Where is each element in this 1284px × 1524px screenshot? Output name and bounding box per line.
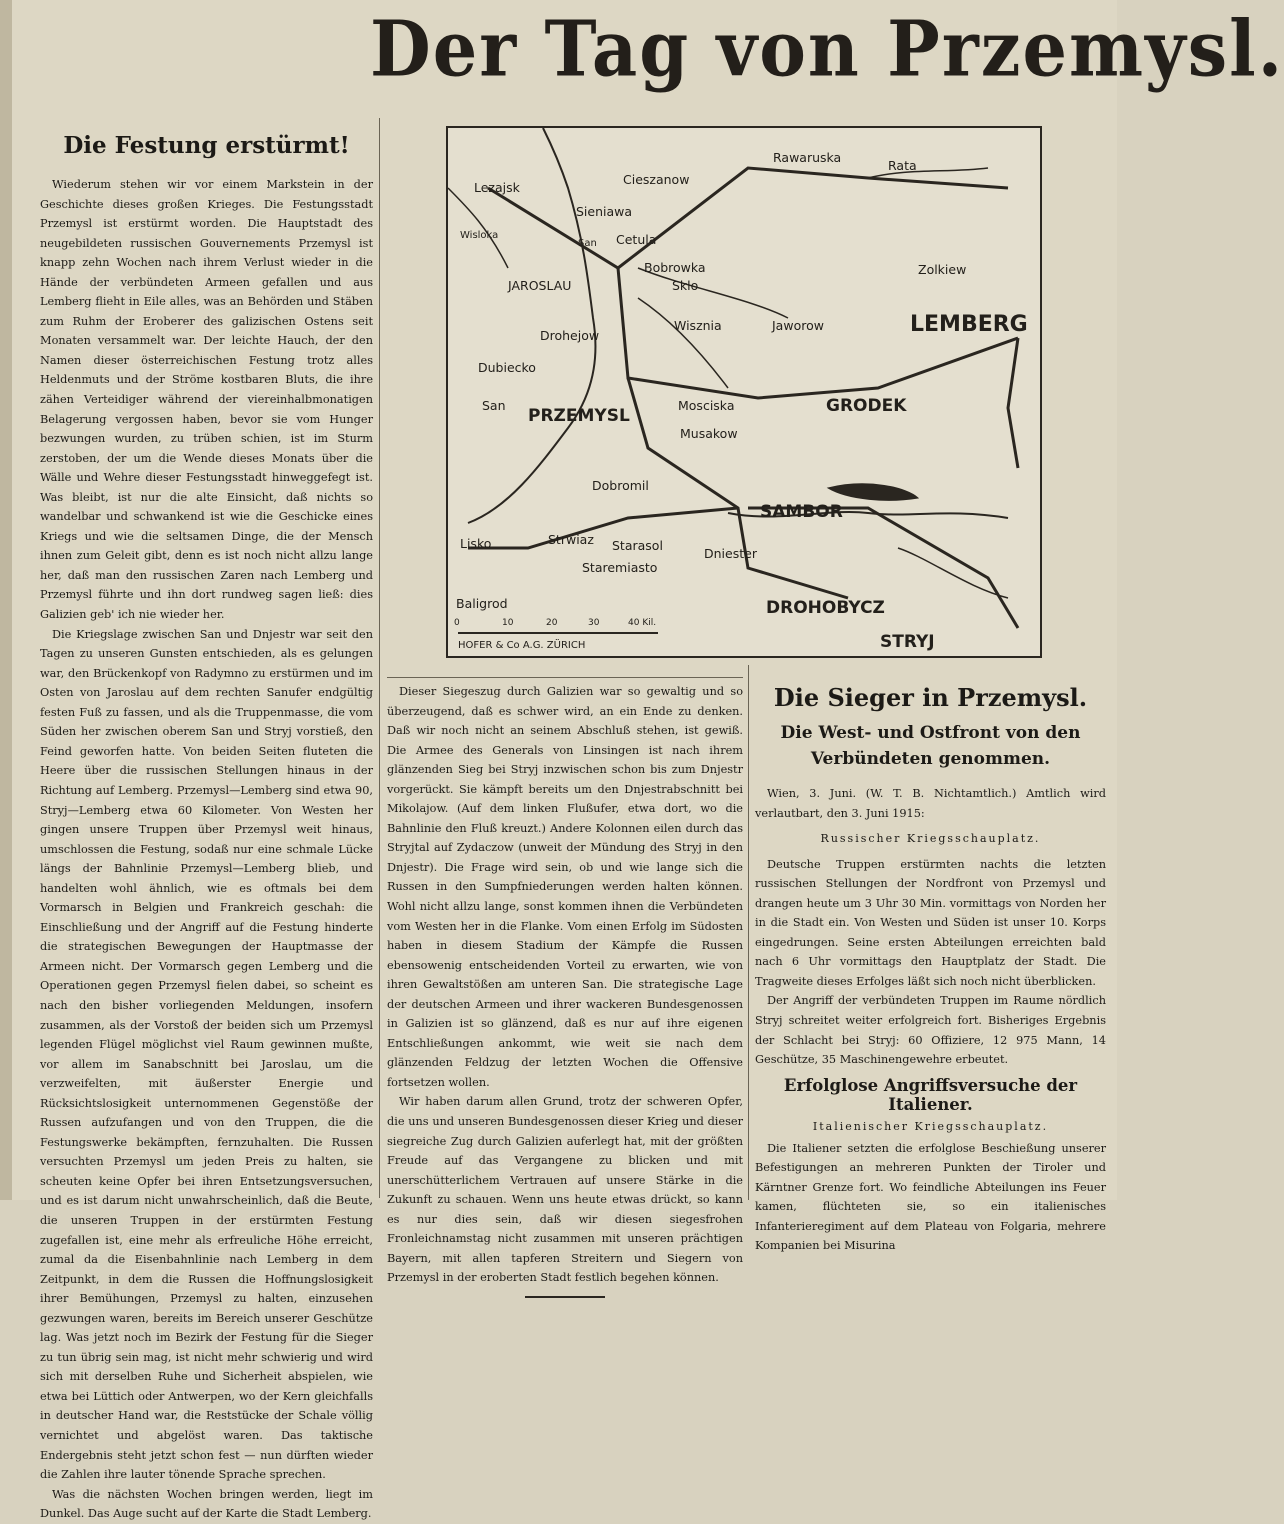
map-label-starasol: Starasol: [612, 538, 663, 553]
article-paragraph: Was die nächsten Wochen bringen werden, liegt im Dunkel. Das Auge sucht auf der Karte die Stadt Lemberg.: [40, 1487, 373, 1521]
section-heading: Italienischer Kriegsschauplatz.: [812, 1119, 1049, 1133]
report-paragraph: Der Angriff der verbündeten Truppen im Raume nördlich Stryj schreitet weiter erfolgreich fort. Bisheriges Ergebnis der Schlacht bei Stryj: 60 Offiziere, 12 975 Mann, 14 Geschütze, 35 Maschinengewehre erbeutet.: [755, 994, 1106, 1067]
report-paragraph: Die Italiener setzten die erfolglose Beschießung unserer Befestigungen an mehreren Punkten der Tiroler und Kärntner Grenze fort. Wo feindliche Abteilungen ins Feuer kamen, flüchteten sie, so ein italienisches Infanterieregiment auf dem Plateau von Folgaria, mehrere Kompanien bei Misurina: [755, 1141, 1106, 1253]
map-label-drohobycz: DROHOBYCZ: [766, 598, 885, 618]
article-paragraph: Dieser Siegeszug durch Galizien war so gewaltig und so überzeugend, daß es schwer wird, an ein Ende zu denken. Daß wir noch nicht an seinem Abschluß stehen, ist gewiß. Die Armee des Generals von Linsingen ist nach ihrem glänzenden Sieg bei Stryj inzwischen schon bis zum Dnjestr vorgerückt. Sie kämpft bereits um den Dnjestrabschnitt bei Mikolajow. (Auf dem linken Flußufer, etwa dort, wo die Bahnlinie den Fluß kreuzt.) Andere Kolonnen eilen durch das Stryjtal auf Zydaczow (unweit der Mündung des Stryj in den Dnjestr). Die Frage wird sein, ob und wie lange sich die Russen in den Sumpfniederungen werden halten können. Wohl nicht allzu lange, sonst kommen ihnen die Verbündeten vom Westen her in die Flanke. Vom einen Erfolg im Südosten haben in diesem Stadium der Kämpfe die Russen ebensowenig entscheidenden Vorteil zu erwarten, wie von ihren Gewaltstößen am unteren San. Die strategische Lage der deutschen Armeen und ihrer wackeren Bundesgenossen in Galizien ist so glänzend, daß es nur auf ihre eigenen Entschließungen ankommt, wie weit sie nach dem glänzenden Feldzug der letzten Wochen die Offensive fortsetzen wollen.: [387, 685, 743, 1089]
river-wisznia: [638, 298, 728, 388]
article-paragraph: Die Kriegslage zwischen San und Dnjestr war seit den Tagen zu unseren Gunsten entschieden, als es gelungen war, den Brückenkopf von Radymno zu erstürmen und im Osten von Jaroslau auf dem rechten Sanufer endgültig festen Fuß zu fassen, und als die Truppenmasse, die vom Süden her zwischen oberem San und Stryj vorstieß, den Feind geworfen hatte. Von beiden Seiten fluteten die Heere über die russischen Stellungen hinaus in der Richtung auf Lemberg. Przemysl—Lemberg sind etwa 90, Stryj—Lemberg etwa 60 Kilometer. Von Westen her gingen unsere Truppen über Przemysl weit hinaus, umschlossen die Festung, sodaß nur eine schmale Lücke längs der Bahnlinie Przemysl—Lemberg blieb, und handelten wohl ähnlich, wie es oftmals bei dem Vormarsch in Belgien und Frankreich geschah: die Einschließung und der Angriff auf die Festung hinderte die strategischen Bewegungen der Hauptmasse der Armeen nicht. Der Vormarsch gegen Lemberg und die Operationen gegen Przemysl fielen dabei, so scheint es nach den bisher vorliegenden Meldungen, insofern zusammen, als der Vorstoß der beiden sich um Przemysl legenden Flügel möglichst viel Raum gewinnen mußte, vor allem im Sanabschnitt bei Jaroslau, um die verzweifelten, mit äußerster Energie und Rücksichtslosigkeit unternommenen Gegenstöße der Russen aufzufangen und von den Truppen, die die Festungswerke bekämpften, fernzuhalten. Die Russen versuchten Przemysl um jeden Preis zu halten, sie scheuten keine Opfer bei ihren Entsetzungsversuchen, und es ist darum nicht unwahrscheinlich, daß die Beute, die unseren Truppen in der erstürmten Festung zugefallen ist, eine mehr als erfreuliche Höhe erreicht, zumal da die Eisenbahnlinie nach Lemberg in dem Zeitpunkt, in dem die Russen die Hoffnungslosigkeit ihrer Bemühungen, Przemysl zu halten, einzusehen gezwungen waren, bereits im Bereich unserer Geschütze lag. Was jetzt noch im Bezirk der Festung für die Sieger zu tun übrig sein mag, ist nicht mehr schwierig und wird sich mit derselben Ruhe und Sicherheit abspielen, wie etwa bei Lüttich oder Antwerpen, wo der Kern gleichfalls in deutscher Hand war, die Reststücke der Schale völlig vernichtet und abgelöst waren. Das taktische Endergebnis steht jetzt schon fest — nun dürften wieder die Zahlen ihre lauter tönende Sprache sprechen.: [40, 627, 373, 1482]
report-subtitle: Die West- und Ostfront von den Verbündeten genommen.: [780, 723, 1081, 769]
divider-rule: [525, 1296, 605, 1298]
map-label-dubiecko: Dubiecko: [478, 360, 536, 375]
map-label-sieniawa: Sieniawa: [576, 204, 633, 219]
right-column: [748, 665, 1106, 1253]
railway-line: [468, 508, 738, 548]
map-label-lemberg: LEMBERG: [910, 312, 1028, 337]
middle-body: [387, 682, 743, 1288]
map-label-stryj: STRYJ: [880, 632, 935, 652]
report-title-italy: Erfolglose Angriffsversuche der Italiener.: [783, 1075, 1078, 1114]
map-label-jaroslau: JAROSLAU: [508, 278, 572, 293]
railway-line: [1008, 338, 1018, 468]
map-label-wisloka: Wisloka: [460, 230, 499, 241]
report-paragraph: Deutsche Truppen erstürmten nachts die letzten russischen Stellungen der Nordfront von Przemysl und drangen heute um 3 Uhr 30 Min. vormittags von Norden her in die Stadt ein. Von Westen und Süden ist unser 10. Korps eingedrungen. Seine ersten Abteilungen erreichten bald nach 6 Uhr vormittags den Hauptplatz der Stadt. Die Tragweite dieses Erfolges läßt sich noch nicht überblicken.: [755, 857, 1106, 988]
map-label-san: San: [482, 398, 506, 413]
map-label-dobromil: Dobromil: [592, 478, 649, 493]
middle-column: [387, 677, 743, 1285]
report-body-italy: [755, 1139, 1106, 1256]
map-label-san-river: San: [578, 238, 597, 249]
scale-label: 40 Kil.: [628, 618, 657, 628]
scale-label: 20: [546, 618, 558, 628]
map-label-cetula: Cetula: [616, 232, 657, 247]
map-label-wisznia: Wisznia: [674, 318, 722, 333]
report-body: [755, 784, 1106, 1070]
section-heading: Russischer Kriegsschauplatz.: [820, 832, 1041, 846]
map-label-cieszanow: Cieszanow: [623, 172, 690, 187]
left-column: [40, 118, 380, 1521]
page-headline: Der Tag von Przemysl.: [370, 3, 1284, 95]
river-stryj: [898, 548, 1008, 598]
map-label-musakow: Musakow: [680, 426, 738, 441]
map-label-rawaruska: Rawaruska: [773, 150, 842, 165]
page-edge: [0, 0, 12, 1200]
map-label-grodek: GRODEK: [826, 396, 907, 416]
river-sklo: [638, 268, 788, 318]
scale-label: 10: [502, 618, 514, 628]
map-label-sklo: Sklo: [672, 278, 699, 293]
map-label-bobrowka: Bobrowka: [644, 260, 706, 275]
map-label-lisko: Lisko: [460, 536, 492, 551]
river-wisloka: [448, 188, 508, 268]
map-label-przemysl: PRZEMYSL: [528, 406, 630, 426]
river-rata: [868, 168, 988, 178]
report-paragraph: Wien, 3. Juni. (W. T. B. Nichtamtlich.) Amtlich wird verlautbart, den 3. Juni 1915:: [755, 787, 1106, 820]
map-of-galicia: [446, 126, 1042, 658]
map-label-jaworow: Jaworow: [772, 318, 824, 333]
scale-label: 30: [588, 618, 600, 628]
map-lines: [448, 128, 1040, 656]
article-paragraph: Wiederum stehen wir vor einem Markstein in der Geschichte dieses großen Krieges. Die Festungsstadt Przemysl ist erstürmt worden. Die Hauptstadt des neugebildeten russischen Gouvernements Przemysl ist knapp zehn Wochen nach ihrem Verlust wieder in die Hände der verbündeten Armeen gefallen und aus Lemberg flieht in Eile alles, was an Behörden und Stäben zum Ruhm der Eroberer des galizischen Ostens seit Monaten versammelt war. Der leichte Hauch, der den Namen dieser österreichischen Festung trotz alles Heldenmuts und der Ströme kostbaren Bluts, die ihre zähen Verteidiger während der viereinhalbmonatigen Belagerung vergossen haben, bevor sie vom Hunger bezwungen wurden, zu trüben schien, ist im Sturm zerstoben, der um die Wende dieses Monats über die Wälle und Wehre dieser Festungsstadt hinweggefegt ist. Was bleibt, ist nur die alte Einsicht, daß nichts so wandelbar und schwankend ist wie die Geschicke eines Kriegs und wie die seltsamen Dinge, die der Mensch ihnen zum Geleit gibt, denn es ist noch nicht allzu lange her, daß man den russischen Zaren nach Lemberg und Przemysl führte und ihn dort rundweg sagen ließ: dies Galizien geb' ich nie wieder her.: [40, 178, 373, 622]
article-title: Die Festung erstürmt!: [63, 132, 350, 159]
railway-line: [628, 378, 848, 598]
map-label-sambor: SAMBOR: [760, 502, 843, 522]
scale-label: 0: [454, 618, 460, 628]
map-label-dniester: Dniester: [704, 546, 757, 561]
map-label-lezajsk: Lezajsk: [474, 180, 520, 195]
map-label-strwiaz: Strwiaz: [548, 532, 594, 547]
map-label-staremiasto: Staremiasto: [582, 560, 658, 575]
map-label-mosciska: Mosciska: [678, 398, 735, 413]
article-body: [40, 175, 373, 1524]
map-label-drohejow: Drohejow: [540, 328, 600, 343]
map-label-zolkiew: Zolkiew: [918, 262, 967, 277]
map-label-rata: Rata: [888, 158, 917, 173]
lake: [828, 484, 918, 500]
map-label-baligrod: Baligrod: [456, 596, 508, 611]
article-paragraph: Wir haben darum allen Grund, trotz der schweren Opfer, die uns und unseren Bundesgenossen dieser Krieg und dieser siegreiche Zug durch Galizien auferlegt hat, mit der größten Freude auf das Vergangene zu blicken und mit unerschütterlichem Vertrauen auf unsere Stärke in die Zukunft zu schauen. Wenn uns heute etwas drückt, so kann es nur dies sein, daß wir diesen siegesfrohen Fronleichnamstag nicht zusammen mit unseren prächtigen Bayern, mit allen tapferen Streitern und Siegern von Przemysl in der eroberten Stadt festlich begehen können.: [387, 1095, 743, 1285]
map-publisher: HOFER & Co A.G. ZÜRICH: [458, 640, 586, 651]
report-title: Die Sieger in Przemysl.: [773, 683, 1088, 712]
